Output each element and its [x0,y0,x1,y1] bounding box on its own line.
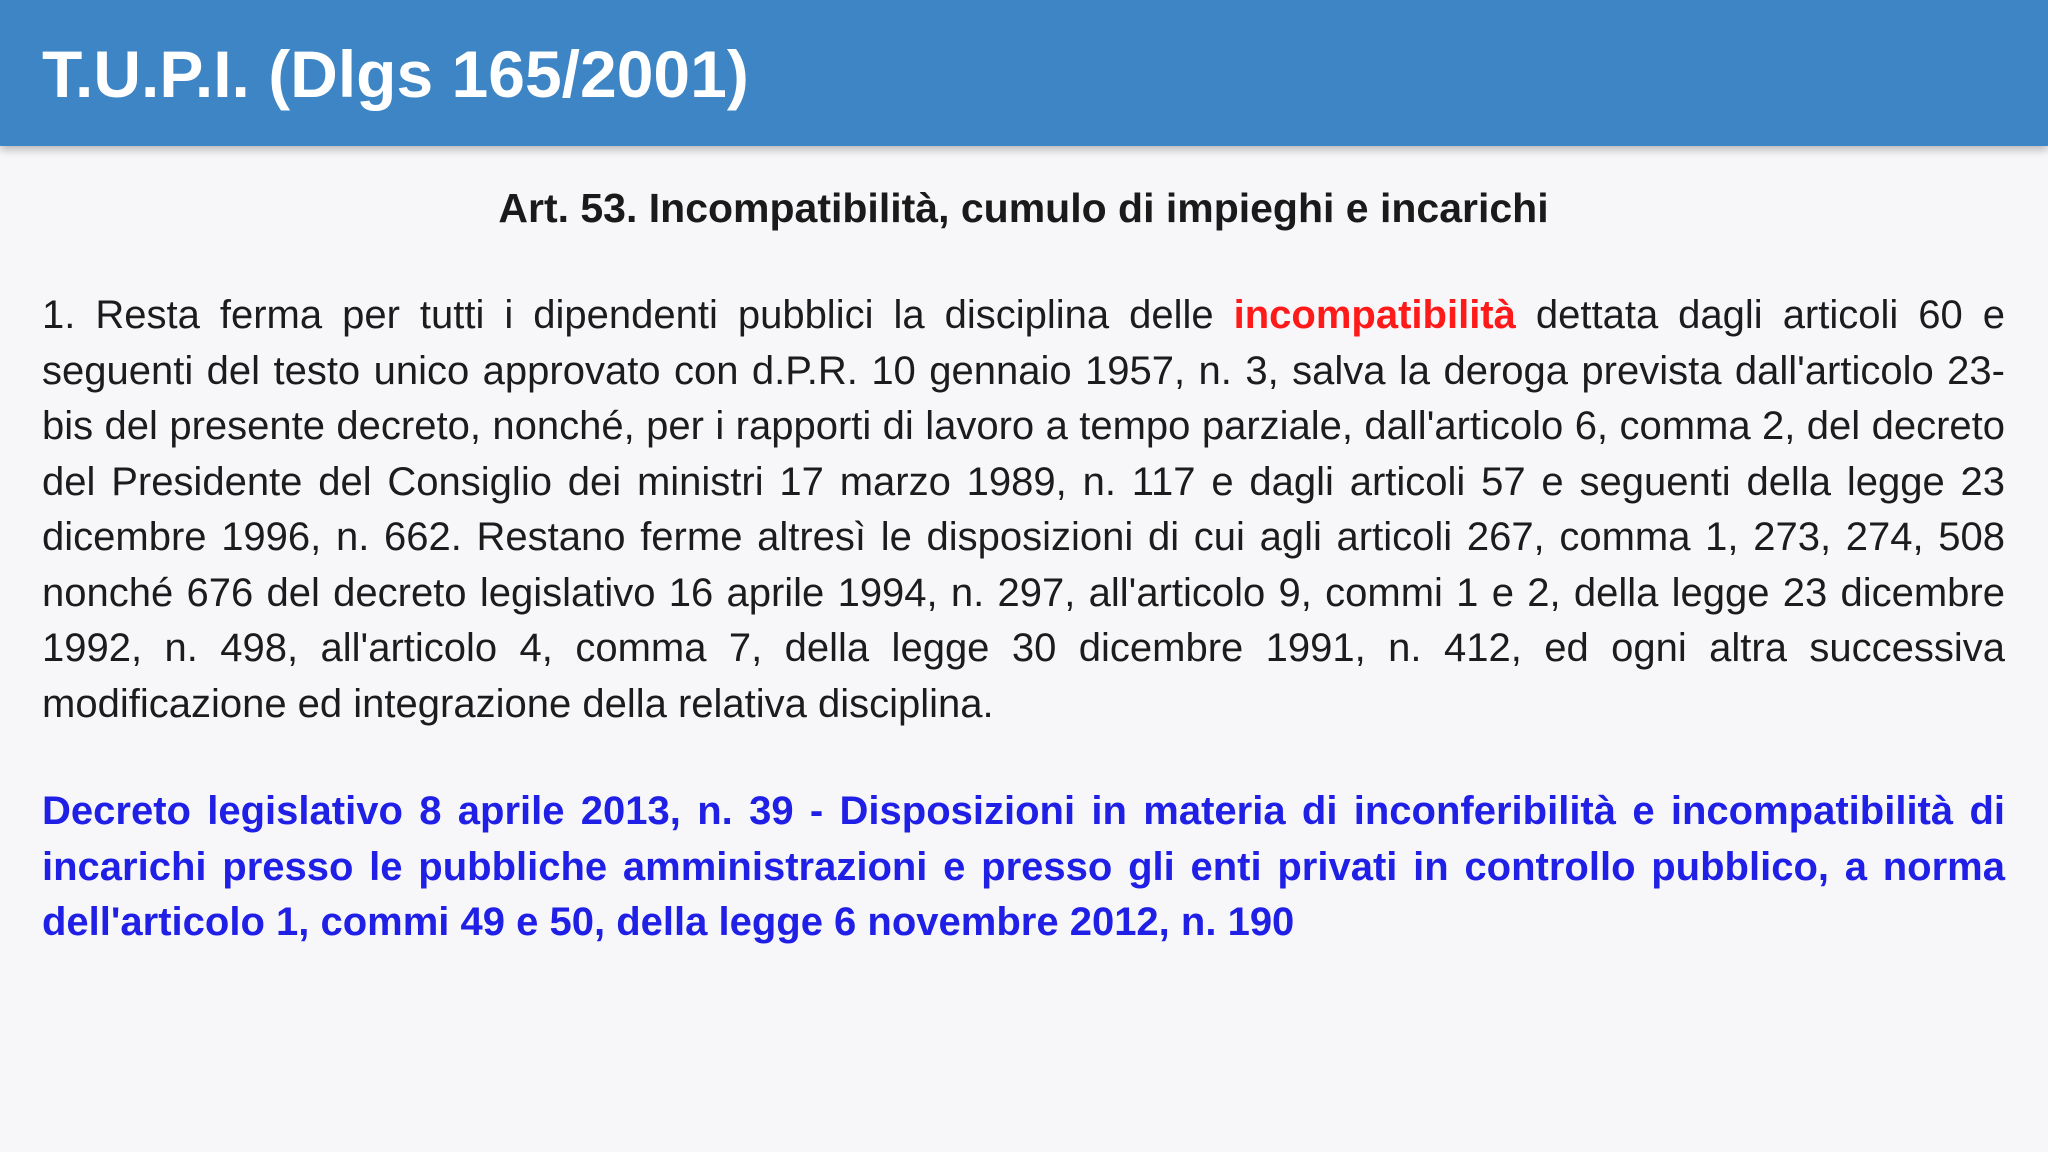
slide-title: T.U.P.I. (Dlgs 165/2001) [42,37,749,111]
article-paragraph [42,288,2005,732]
highlighted-term: incompatibilità [1233,293,1516,337]
header-bar [0,0,2048,146]
paragraph-text-end: dettata dagli articoli 60 e seguenti del testo unico approvato con d.P.R. 10 gennaio 1957, n. 3, salva la deroga prevista dall'articolo 23-bis del presente decreto, nonché, per i rapporti di lavoro a tempo parziale, dall'articolo 6, comma 2, del decreto del Presidente del Consiglio dei ministri 17 marzo 1989, n. 117 e dagli articoli 57 e seguenti della legge 23 dicembre 1996, n. 662. Restano ferme altresì le disposizioni di cui agli articoli 267, comma 1, 273, 274, 508 nonché 676 del decreto legislativo 16 aprile 1994, n. 297, all'articolo 9, commi 1 e 2, della legge 23 dicembre 1992, n. 498, all'articolo 4, comma 7, della legge 30 dicembre 1991, n. 412, ed ogni altra successiva modificazione ed integrazione della relativa disciplina. [42,293,2005,726]
decree-reference: Decreto legislativo 8 aprile 2013, n. 39 - Disposizioni in materia di inconferibilità e incompatibilità di incarichi presso le pubbliche amministrazioni e presso gli enti privati in controllo pubblico, a norma dell'articolo 1, commi 49 e 50, della legge 6 novembre 2012, n. 190 [42,789,2005,944]
paragraph-text-start: 1. Resta ferma per tutti i dipendenti pubblici la disciplina delle [42,293,1234,337]
article-title: Art. 53. Incompatibilità, cumulo di impieghi e incarichi [498,185,1549,231]
slide-content [42,180,2005,951]
